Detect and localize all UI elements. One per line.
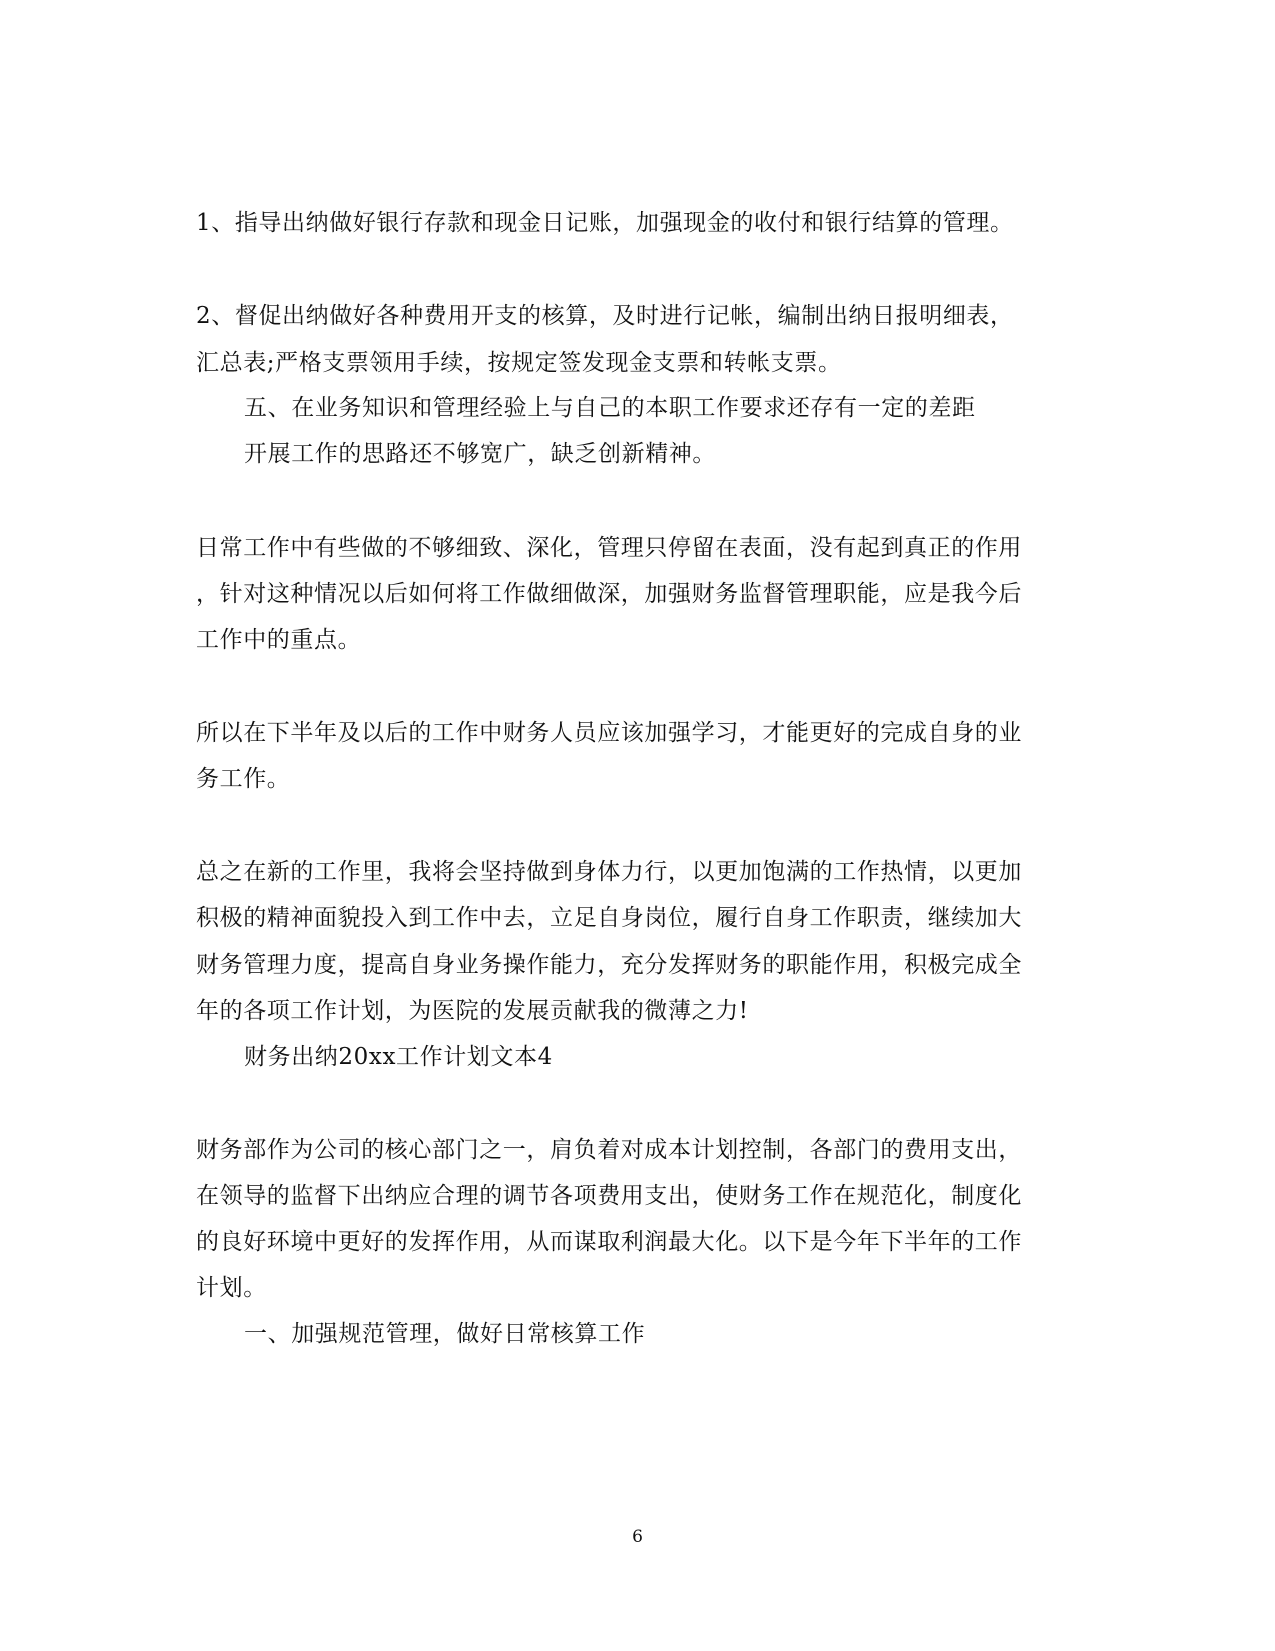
section-heading: 一、加强规范管理，做好日常核算工作: [244, 1321, 646, 1347]
paragraph-line: 日常工作中有些做的不够细致、深化，管理只停留在表面，没有起到真正的作用: [196, 535, 1022, 561]
paragraph-line: 的良好环境中更好的发挥作用，从而谋取利润最大化。以下是今年下半年的工作: [196, 1229, 1022, 1255]
section-title: 财务出纳20xx工作计划文本4: [244, 1044, 553, 1070]
paragraph-line: 积极的精神面貌投入到工作中去，立足自身岗位，履行自身工作职责，继续加大: [196, 905, 1022, 931]
paragraph-line: 工作中的重点。: [196, 627, 362, 653]
paragraph-line: 务工作。: [196, 766, 291, 792]
paragraph-line: 在领导的监督下出纳应合理的调节各项费用支出，使财务工作在规范化，制度化: [196, 1183, 1022, 1209]
paragraph-line: 财务管理力度，提高自身业务操作能力，充分发挥财务的职能作用，积极完成全: [196, 952, 1022, 978]
section-heading: 五、在业务知识和管理经验上与自己的本职工作要求还存有一定的差距: [244, 395, 976, 421]
paragraph-line: 财务部作为公司的核心部门之一，肩负着对成本计划控制，各部门的费用支出，: [196, 1137, 1022, 1163]
paragraph-line: 汇总表;严格支票领用手续，按规定签发现金支票和转帐支票。: [196, 350, 842, 376]
paragraph-line: 总之在新的工作里，我将会坚持做到身体力行，以更加饱满的工作热情，以更加: [196, 859, 1022, 885]
paragraph-line: 计划。: [196, 1275, 267, 1301]
paragraph-line: 所以在下半年及以后的工作中财务人员应该加强学习，才能更好的完成自身的业: [196, 720, 1022, 746]
paragraph-line: ，针对这种情况以后如何将工作做细做深，加强财务监督管理职能，应是我今后: [196, 581, 1022, 607]
paragraph-line: 2、督促出纳做好各种费用开支的核算，及时进行记帐，编制出纳日报明细表，: [196, 303, 1014, 329]
paragraph-line: 年的各项工作计划，为医院的发展贡献我的微薄之力!: [196, 998, 749, 1024]
paragraph-line: 1、指导出纳做好银行存款和现金日记账，加强现金的收付和银行结算的管理。: [196, 210, 1014, 236]
page-number: 6: [632, 1527, 643, 1547]
paragraph-line: 开展工作的思路还不够宽广，缺乏创新精神。: [244, 441, 716, 467]
